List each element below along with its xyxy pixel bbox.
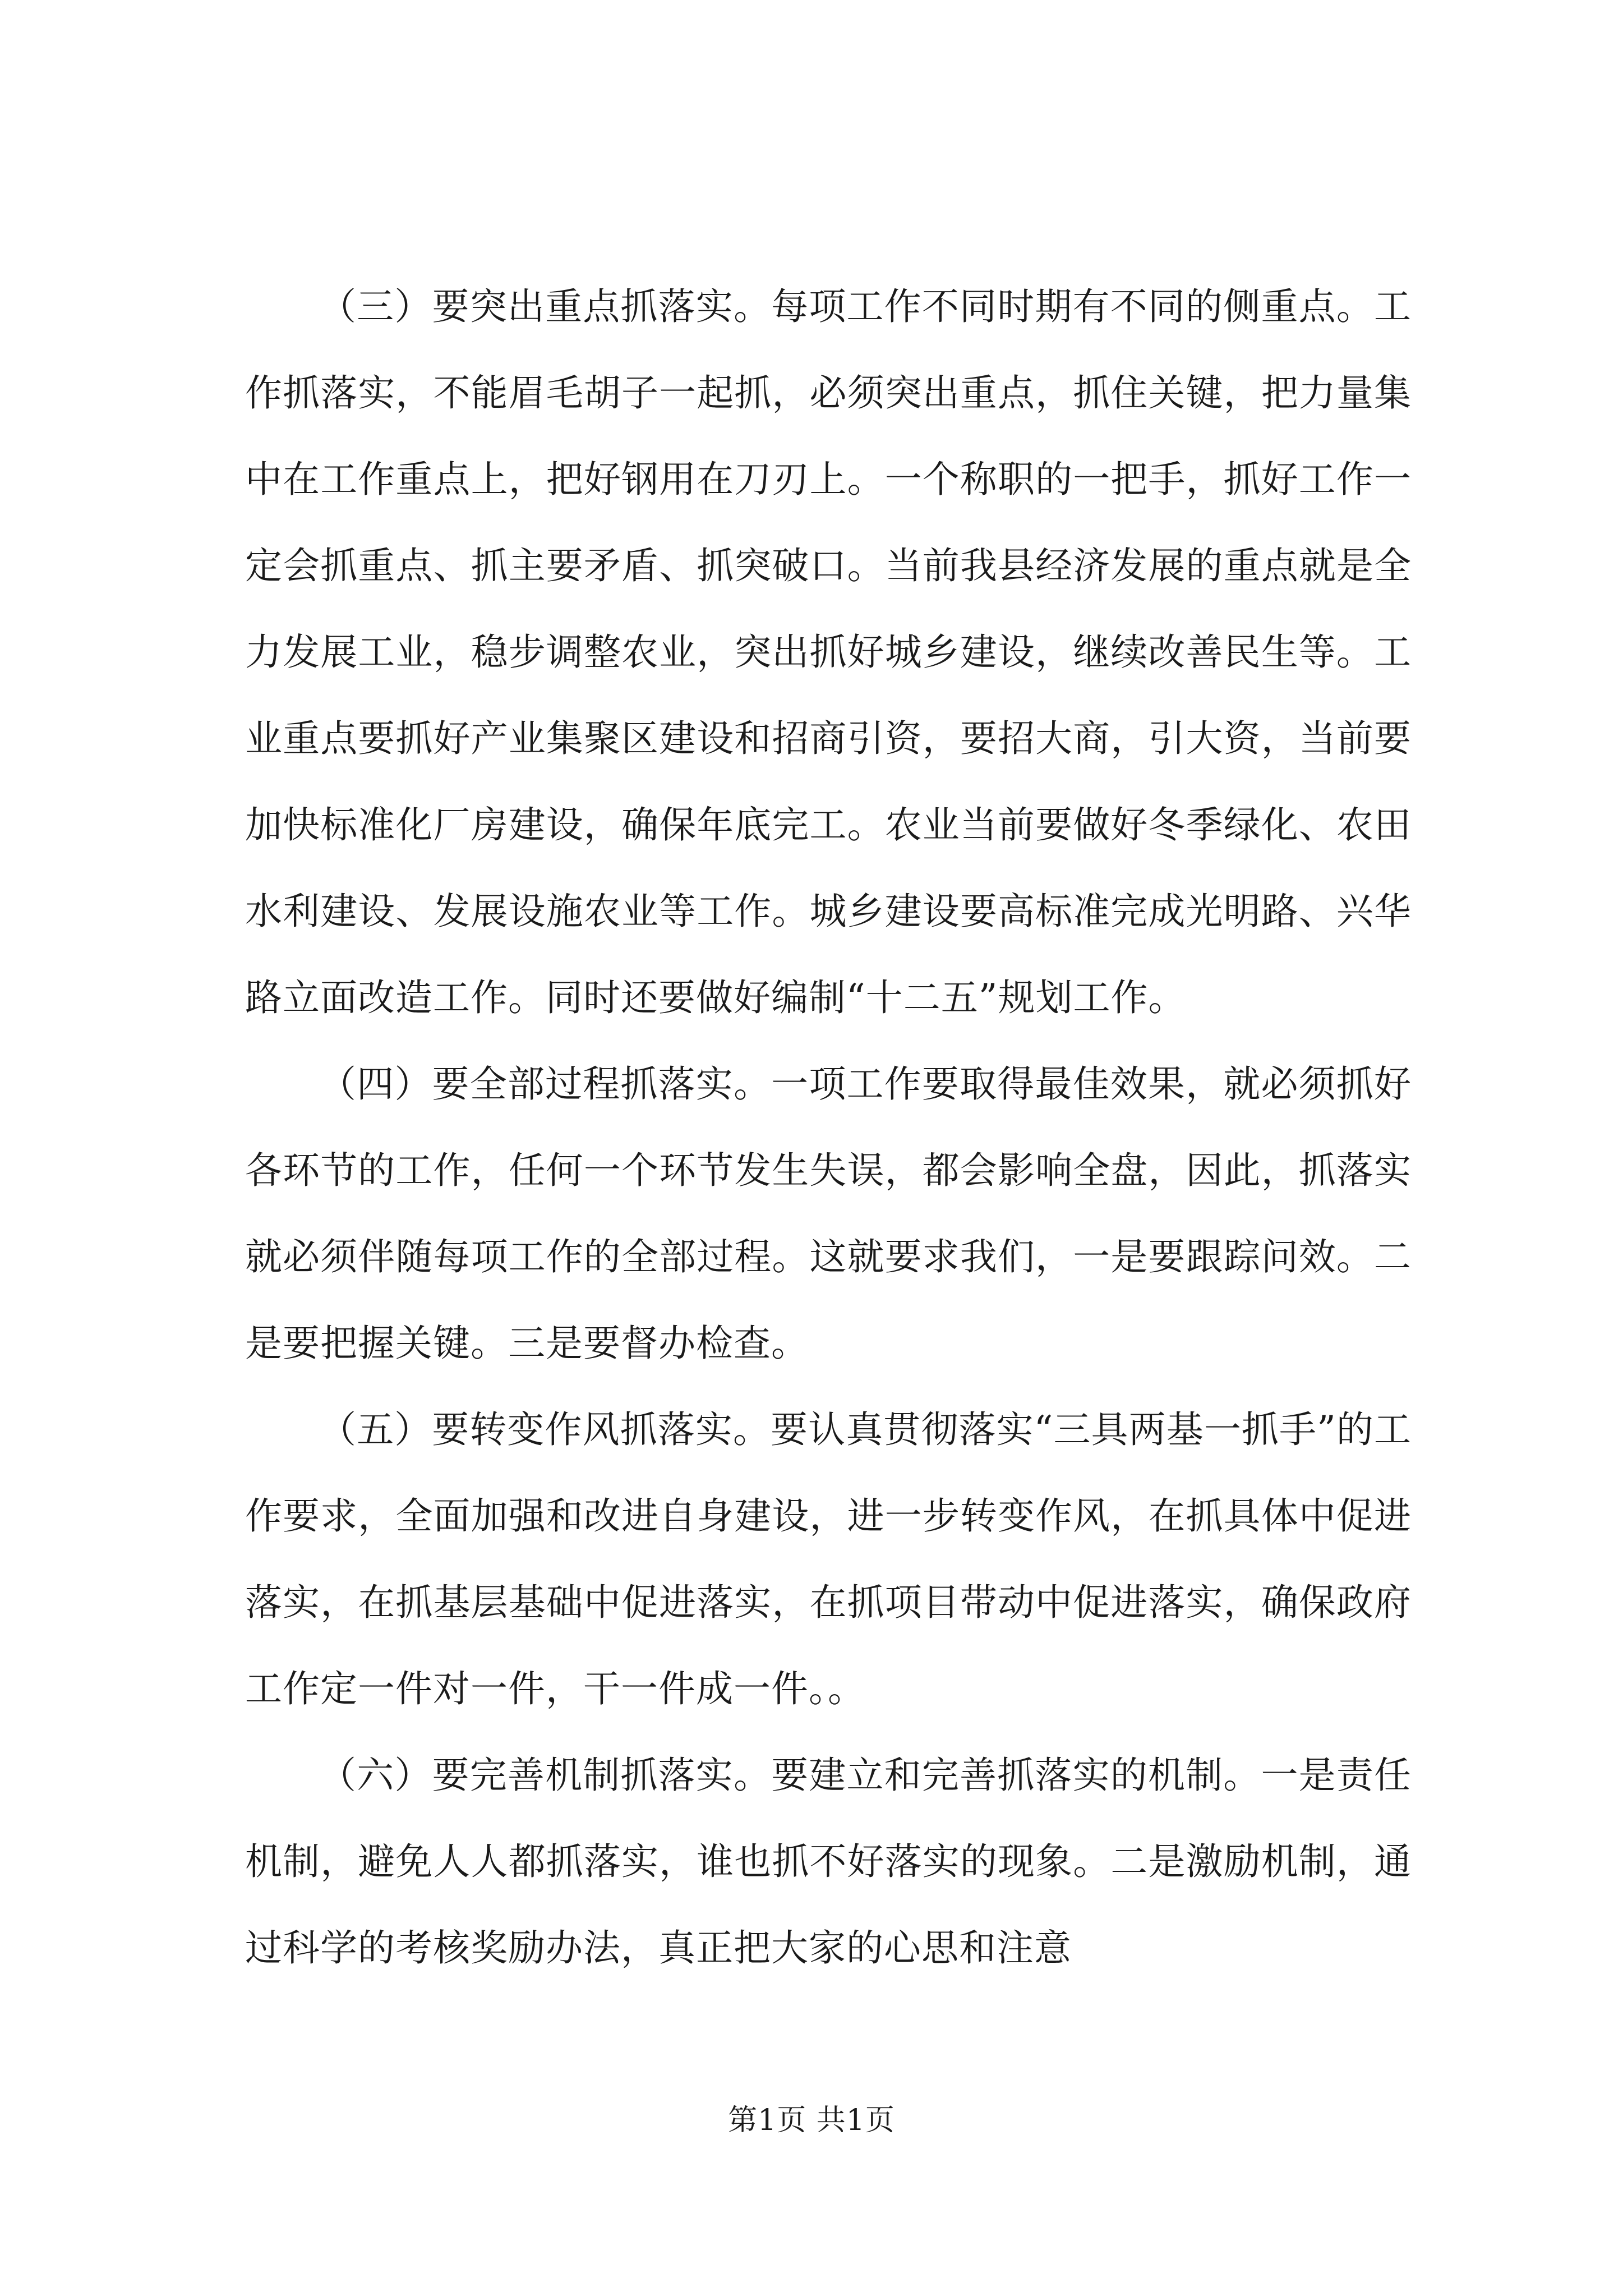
paragraph-4: （四）要全部过程抓落实。一项工作要取得最佳效果，就必须抓好各环节的工作，任何一个环节发生失误，都会影响全盘，因此，抓落实就必须伴随每项工作的全部过程。这就要求我们，一是要跟踪问效。二是要把握关键。三是要督办检查。 (245, 1062, 1412, 1365)
paragraph-5: （五）要转变作风抓落实。要认真贯彻落实“三具两基一抓手”的工作要求，全面加强和改进自身建设，进一步转变作风，在抓具体中促进落实，在抓基层基础中促进落实，在抓项目带动中促进落实，确保政府工作定一件对一件，干一件成一件。。 (245, 1408, 1412, 1710)
page-number-footer: 第1页 共1页 (728, 2104, 895, 2137)
paragraph-3: （三）要突出重点抓落实。每项工作不同时期有不同的侧重点。工作抓落实，不能眉毛胡子一起抓，必须突出重点，抓住关键，把力量集中在工作重点上，把好钢用在刀刃上。一个称职的一把手，抓好工作一定会抓重点、抓主要矛盾、抓突破口。当前我县经济发展的重点就是全力发展工业，稳步调整农业，突出抓好城乡建设，继续改善民生等。工业重点要抓好产业集聚区建设和招商引资，要招大商，引大资，当前要加快标准化厂房建设，确保年底完工。农业当前要做好冬季绿化、农田水利建设、发展设施农业等工作。城乡建设要高标准完成光明路、兴华路立面改造工作。同时还要做好编制“十二五”规划工作。 (245, 285, 1412, 1019)
document-body (245, 264, 1412, 1991)
paragraph-6: （六）要完善机制抓落实。要建立和完善抓落实的机制。一是责任机制，避免人人都抓落实，谁也抓不好落实的现象。二是激励机制，通过科学的考核奖励办法，真正把大家的心思和注意 (245, 1754, 1412, 1970)
